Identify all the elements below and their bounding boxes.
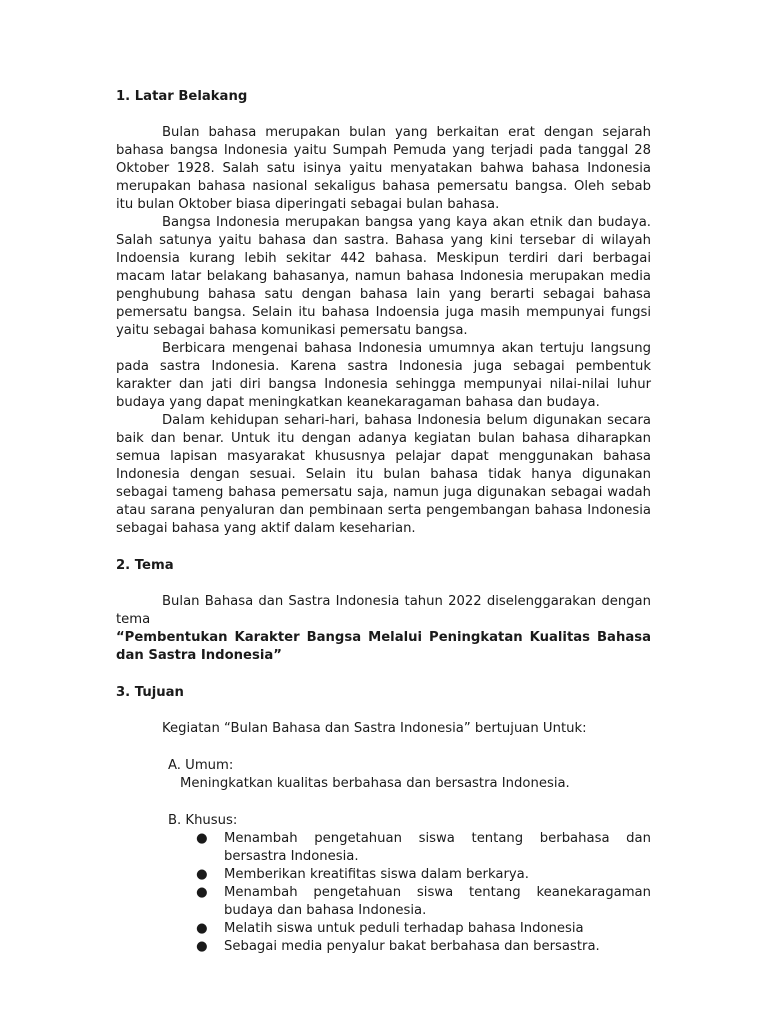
bullet-icon: ● [196,867,208,882]
document-page [116,88,651,956]
list-item-text: Menambah pengetahuan siswa tentang keanekaragaman budaya dan bahasa Indonesia. [224,885,651,918]
list-item-text: Melatih siswa untuk peduli terhadap bahasa Indonesia [224,921,584,936]
paragraph: Dalam kehidupan sehari-hari, bahasa Indonesia belum digunakan secara baik dan benar. Untuk itu dengan adanya kegiatan bulan bahasa diharapkan semua lapisan masyarakat khususnya pelajar dapat menggunakan bahasa Indonesia dengan sesuai. Selain itu bulan bahasa tidak hanya digunakan sebagai tameng bahasa pemersatu saja, namun juga digunakan sebagai wadah atau sarana penyaluran dan pembinaan serta pengembangan bahasa Indonesia sebagai bahasa yang aktif dalam keseharian. [116,413,651,536]
list-item-text: Sebagai media penyalur bakat berbahasa dan bersastra. [224,939,600,954]
section-heading-tujuan: 3. Tujuan [116,685,184,700]
paragraph: Bulan bahasa merupakan bulan yang berkaitan erat dengan sejarah bahasa bangsa Indonesia yaitu Sumpah Pemuda yang terjadi pada tanggal 28 Oktober 1928. Salah satu isinya yaitu menyatakan bahwa bahasa Indonesia merupakan bahasa nasional sekaligus bahasa pemersatu bangsa. Oleh sebab itu bulan Oktober biasa diperingati sebagai bulan bahasa. [116,125,651,212]
list-item [196,920,651,938]
list-item [196,866,651,884]
section-heading-tema: 2. Tema [116,558,174,573]
bullet-icon: ● [196,885,208,900]
paragraph: Berbicara mengenai bahasa Indonesia umumnya akan tertuju langsung pada sastra Indonesia. Karena sastra Indonesia juga sebagai pembentuk karakter dan jati diri bangsa Indonesia sehingga mempunyai nilai-nilai luhur budaya yang dapat meningkatkan keanekaragaman bahasa dan budaya. [116,341,651,410]
goal-general-text: Meningkatkan kualitas berbahasa dan bersastra Indonesia. [180,776,570,791]
theme-title: “Pembentukan Karakter Bangsa Melalui Peningkatan Kualitas Bahasa dan Sastra Indonesia” [116,630,651,663]
goal-specific-list [116,830,651,956]
list-item [196,884,651,920]
theme-intro: Bulan Bahasa dan Sastra Indonesia tahun 2022 diselenggarakan dengan tema [116,594,651,627]
bullet-icon: ● [196,831,208,846]
list-item [196,830,651,866]
bullet-icon: ● [196,939,208,954]
list-item-text: Menambah pengetahuan siswa tentang berbahasa dan bersastra Indonesia. [224,831,651,864]
list-item-text: Memberikan kreatifitas siswa dalam berkarya. [224,867,529,882]
paragraph: Bangsa Indonesia merupakan bangsa yang kaya akan etnik dan budaya. Salah satunya yaitu bahasa dan sastra. Bahasa yang kini tersebar di wilayah Indoensia kurang lebih sekitar 442 bahasa. Meskipun terdiri dari berbagai macam latar belakang bahasanya, namun bahasa Indonesia merupakan media penghubung bahasa satu dengan bahasa lain yang berarti sebagai bahasa pemersatu bangsa. Selain itu bahasa Indoensia juga masih mempunyai fungsi yaitu sebagai bahasa komunikasi pemersatu bangsa. [116,215,651,338]
goal-general-label: A. Umum: [168,758,234,773]
goal-specific-label: B. Khusus: [168,813,238,828]
goal-general [116,757,651,793]
bullet-icon: ● [196,921,208,936]
goal-intro: Kegiatan “Bulan Bahasa dan Sastra Indonesia” bertujuan Untuk: [162,721,587,736]
goal-specific [116,812,651,830]
list-item [196,938,651,956]
section-heading-latar-belakang: 1. Latar Belakang [116,89,248,104]
